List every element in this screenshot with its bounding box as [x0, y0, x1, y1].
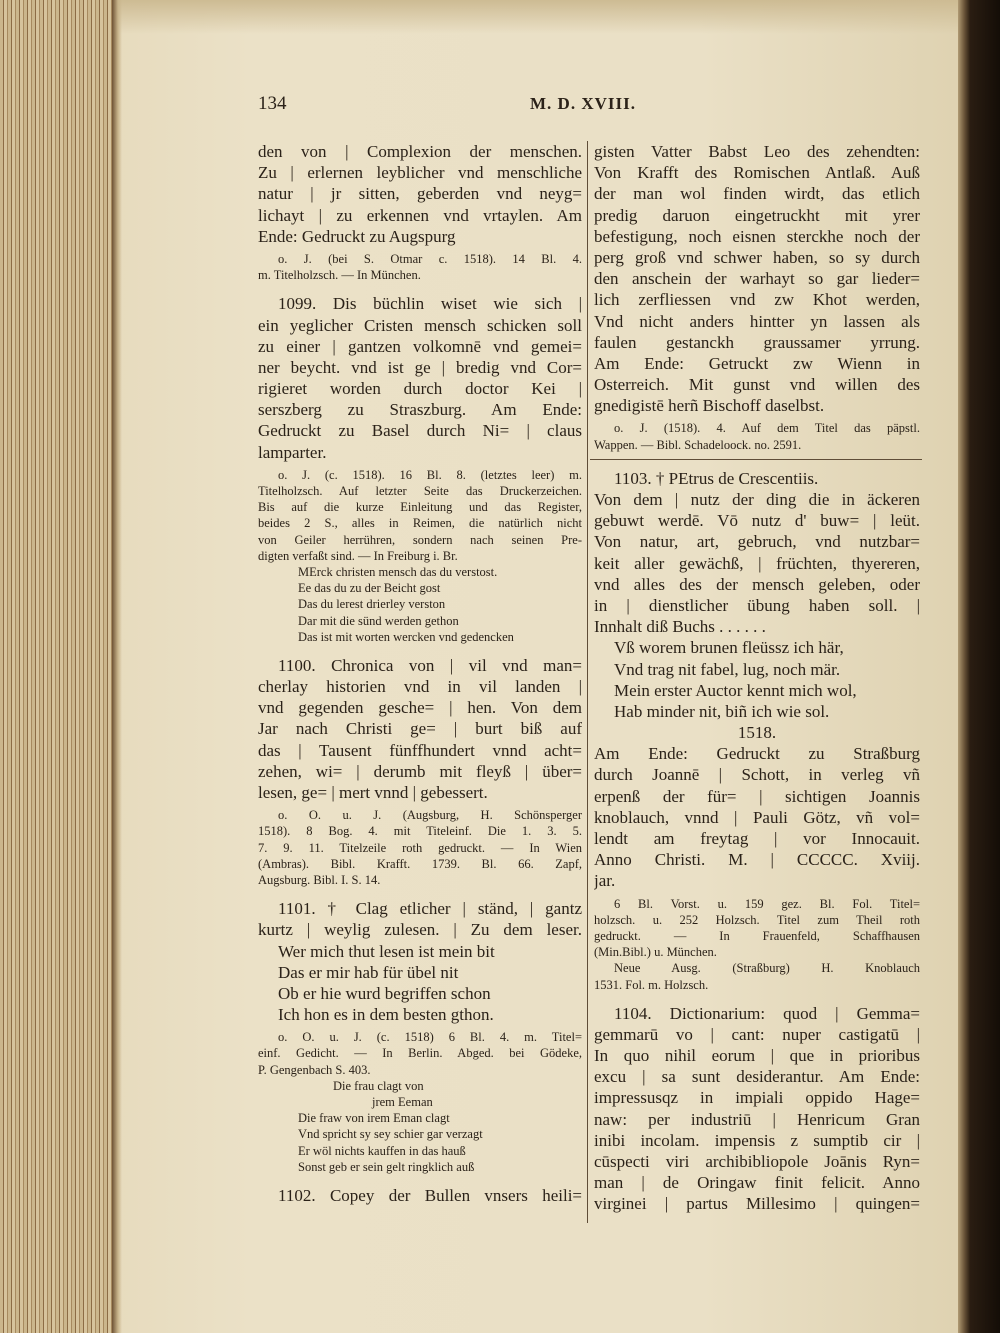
verse-line: Vnd spricht sy sey schier gar verzagt [298, 1127, 483, 1142]
verse-line: Wer mich thut lesen ist mein bit [278, 941, 495, 961]
entry-1103-note-new-edition [594, 960, 920, 992]
entry-line: lendt am freytag | vor Innocauit. [594, 829, 920, 848]
entry-line: Gedruckt zu Basel durch Ni= | claus [258, 421, 582, 441]
note-line: o. J. (bei S. Otmar c. 1518). 14 Bl. 4. [278, 251, 582, 266]
verse-line: Vß worem brunen fleüssz ich här, [614, 638, 844, 658]
entry-line: in | dienstlicher übung haben soll. | [594, 595, 920, 615]
entry-1101-note [258, 1029, 582, 1078]
entry-line: 1104. Dictionarium: quod | Gemma= [614, 1003, 920, 1023]
verse-line: Das er mir hab für übel nit [278, 962, 459, 982]
entry-line: gnedigistē herñ Bischoff daselbst. [594, 396, 825, 416]
verse-line: Die frau clagt von [333, 1078, 424, 1093]
entry-line: Jar nach Christi ge= | burt biß auf [258, 719, 582, 739]
note-line: gedruckt. — In Frauenfeld, Schaffhausen [594, 928, 920, 943]
entry-line: naw: per industriū | Henricum Gran [594, 1109, 920, 1129]
entry-line: zehen, wi= | derumb mit fleyß | über= [258, 761, 582, 781]
entry-line: Am Ende: Getruckt zw Wienn in [594, 353, 920, 373]
note-line: o. O. u. J. (Augsburg, H. Schönsperger [278, 808, 582, 823]
verse-line: Ob er hie wurd begriffen schon [278, 983, 491, 1003]
entry-line: erpenß der für= | sichtigen Joannis [594, 786, 920, 806]
entry-line: kurtz | weylig zulesen. | Zu dem leser. [258, 920, 582, 940]
page-top-shadow [0, 0, 1000, 34]
right-column [594, 141, 920, 1215]
note-line: (Min.Bibl.) u. München. [594, 945, 717, 960]
entry-line: Von Krafft des Romischen Antlaß. Auß [594, 163, 920, 183]
entry-1100-note [258, 807, 582, 888]
entry-line: den von | Complexion der menschen. [258, 142, 582, 161]
entry-1098-continuation [258, 141, 582, 247]
entry-line: gebuwt werdē. Vō nutz d' buw= | leüt. [594, 511, 920, 531]
entry-separator-rule [590, 459, 922, 460]
entry-line: befestigung, noch eisnen sterckhe noch der [594, 226, 920, 246]
entry-line: zu einer | gantzen volkomnē vnd gemei= [258, 336, 582, 356]
entry-1101 [258, 898, 582, 940]
entry-1103 [594, 468, 920, 638]
note-line: beides 2 S., alles in Reimen, die natürlich nicht [258, 516, 582, 531]
note-line: 1531. Fol. m. Holzsch. [594, 977, 709, 992]
note-line: 1518). 8 Bog. 4. mit Titeleinf. Die 1. 3. 5. [258, 824, 582, 839]
verse-line: Mein erster Auctor kennt mich wol, [614, 680, 857, 700]
entry-1102-note [594, 420, 920, 452]
entry-line: Osterreich. Mit gunst vnd willen des [594, 375, 920, 395]
verse-line: Sonst geb er sein gelt ringklich auß [298, 1159, 475, 1174]
entry-line: Innhalt diß Buchs . . . . . . [594, 617, 766, 637]
entry-1103-colophon [594, 743, 920, 891]
entry-1099-verse [258, 564, 582, 645]
entry-1103-note [594, 896, 920, 961]
note-line: P. Gengenbach S. 403. [258, 1062, 371, 1077]
entry-line: Am Ende: Gedruckt zu Straßburg [594, 744, 920, 764]
page-stack-edge [0, 0, 118, 1333]
entry-line: impressusqz in impiali oppido Hage= [594, 1088, 920, 1108]
note-line: 6 Bl. Vorst. u. 159 gez. Bl. Fol. Titel= [614, 896, 920, 911]
entry-line: 1099. Dis büchlin wiset wie sich | [278, 294, 582, 314]
entry-line: lich zerfliessen vnd zw Khot werden, [594, 290, 920, 310]
note-line: 7. 9. 11. Titelzeile roth gedruckt. — In Wien [258, 840, 582, 855]
entry-line: 1102. Copey der Bullen vnsers heili= [278, 1185, 582, 1205]
verse-line: jrem Eeman [372, 1095, 433, 1109]
verse-line: MErck christen mensch das du verstost. [298, 564, 498, 579]
entry-1098-note [258, 251, 582, 283]
entry-line: keit aller gewächß, | früchten, thyereren, [594, 553, 920, 573]
entry-line: vnd gegenden gesche= | hen. Von dem [258, 698, 582, 718]
entry-line: gemmarū vo | cant: nuper castigatū | [594, 1024, 920, 1044]
verse-line: Das du lerest drierley verston [298, 597, 446, 612]
entry-line: cherlay historien vnd in vil landen | [258, 677, 582, 697]
entry-line: man | de Oringaw finit felicit. Anno [594, 1173, 920, 1193]
entry-line: ein yeglicher Cristen mensch schicken soll [258, 315, 582, 335]
note-line: digten verfaßt sind. — In Freiburg i. Br. [258, 548, 458, 563]
note-line: Neue Ausg. (Straßburg) H. Knoblauch [614, 961, 920, 976]
column-rule [587, 141, 588, 1223]
note-line: m. Titelholzsch. — In München. [258, 268, 421, 283]
entry-line: natur | jr sitten, geberden vnd neyg= [258, 184, 582, 204]
entry-line: excu | sa sunt desiderantur. Am Ende: [594, 1067, 920, 1087]
entry-line: lamparter. [258, 442, 327, 462]
verse-line: Ich hon es in dem besten gthon. [278, 1005, 494, 1025]
verse-line: Ee das du zu der Beicht gost [298, 581, 441, 596]
entry-line: 1100. Chronica von | vil vnd man= [278, 655, 582, 675]
entry-line: knoblauch, vnnd | Pauli Götz, vñ vol= [594, 807, 920, 827]
book-binding-gutter [958, 0, 1000, 1333]
entry-line: lesen, ge= | mert vnnd | gebessert. [258, 783, 488, 802]
entry-1100 [258, 655, 582, 803]
verse-line: Er wöl nichts kauffen in das hauß [298, 1143, 466, 1158]
entry-line: das | Tausent fünffhundert vnnd acht= [258, 740, 582, 760]
entry-1101-woodcut-verse [258, 1078, 582, 1175]
entry-line: inibi incolam. impensis z sumptib cir | [594, 1130, 920, 1150]
entry-line: ner beycht. vnd ist ge | bredig vnd Cor= [258, 357, 582, 377]
entry-line: 1101. † Clag etlicher | ständ, | gantz [278, 899, 582, 919]
entry-line: durch Joannē | Schott, in verleg vñ [594, 765, 920, 785]
note-line: Titelholzsch. Auf letzter Seite das Druckerzeichen. [258, 484, 582, 498]
entry-line: Zu | erlernen leyblicher vnd menschliche [258, 163, 582, 183]
note-line: holzsch. u. 252 Holzsch. Titel zum Theil roth [594, 912, 920, 927]
note-line: einf. Gedicht. — In Berlin. Abged. bei Gödeke, [258, 1046, 582, 1061]
entry-line: Von natur, art, gebruch, vnd nutzbar= [594, 532, 920, 552]
entry-1101-verse [258, 941, 582, 1026]
note-line: o. J. (1518). 4. Auf dem Titel das päpstl. [614, 421, 920, 436]
entry-line: Ende: Gedruckt zu Augspurg [258, 226, 456, 246]
entry-1103-year: 1518. [737, 723, 777, 743]
note-line: Augsburg. Bibl. I. S. 14. [258, 872, 381, 887]
verse-line: Das ist mit worten wercken vnd gedencken [298, 629, 514, 644]
entry-1102-continuation [594, 141, 920, 416]
entry-line: perg groß vnd schwer haben, so sy durch [594, 247, 920, 267]
note-line: o. O. u. J. (c. 1518) 6 Bl. 4. m. Titel= [278, 1030, 582, 1045]
entry-line: den anschein der warhayt so gar lieder= [594, 269, 920, 289]
entry-line: jar. [594, 871, 616, 891]
entry-line: In quo nihil eorum | que in prioribus [594, 1046, 920, 1066]
note-line: Bis auf die kurze Einleitung und das Register, [258, 500, 582, 515]
entry-line: Vnd nicht anders hintter yn lassen als [594, 311, 920, 331]
entry-line: der man wol finden wirdt, das etlich [594, 184, 920, 204]
note-line: o. J. (c. 1518). 16 Bl. 8. (letztes leer) m. [278, 467, 582, 482]
note-line: Wappen. — Bibl. Schadeloock. no. 2591. [594, 437, 802, 452]
entry-line: cūspecti viri archibibliopole Joānis Ryn= [594, 1152, 920, 1171]
verse-line: Dar mit die sünd werden gethon [298, 613, 459, 628]
entry-1104 [594, 1003, 920, 1215]
left-column [258, 141, 582, 1206]
entry-1099-note [258, 467, 582, 564]
page-left-edge [112, 0, 122, 1333]
page-number: 134 [258, 93, 287, 114]
entry-line: 1103. † PEtrus de Crescentiis. [614, 468, 819, 488]
verse-line: Die fraw von irem Eman clagt [298, 1111, 450, 1126]
entry-line: gisten Vatter Babst Leo des zehendten: [594, 142, 920, 161]
verse-line: Vnd trag nit fabel, lug, noch mär. [614, 659, 841, 679]
entry-1099 [258, 293, 582, 463]
entry-line: faulen gestanckh graussamer yrrung. [594, 332, 920, 352]
entry-line: virginei | partus Millesimo | quingen= [594, 1194, 920, 1214]
entry-line: Von dem | nutz der ding die in äckeren [594, 490, 920, 509]
entry-line: predig daruon eingetruckht mit yrer [594, 205, 920, 225]
entry-line: Anno Christi. M. | CCCCC. Xviij. [594, 850, 920, 870]
entry-1102 [258, 1185, 582, 1206]
running-title: M. D. XVIII. [530, 94, 636, 113]
entry-line: lichayt | zu erkennen vnd vrtaylen. Am [258, 205, 582, 225]
entry-line: serszberg zu Straszburg. Am Ende: [258, 400, 582, 420]
verse-line: Hab minder nit, biñ ich wie sol. [614, 701, 830, 721]
note-line: von Geiler herrühren, sondern nach seinen Pre- [258, 532, 582, 547]
note-line: (Ambras). Bibl. Krafft. 1739. Bl. 66. Zapf, [258, 856, 582, 871]
entry-line: vnd alles des der mensch geleben, oder [594, 574, 920, 594]
entry-line: rigieret worden durch doctor Kei | [258, 379, 582, 399]
entry-1103-verse [594, 637, 920, 722]
